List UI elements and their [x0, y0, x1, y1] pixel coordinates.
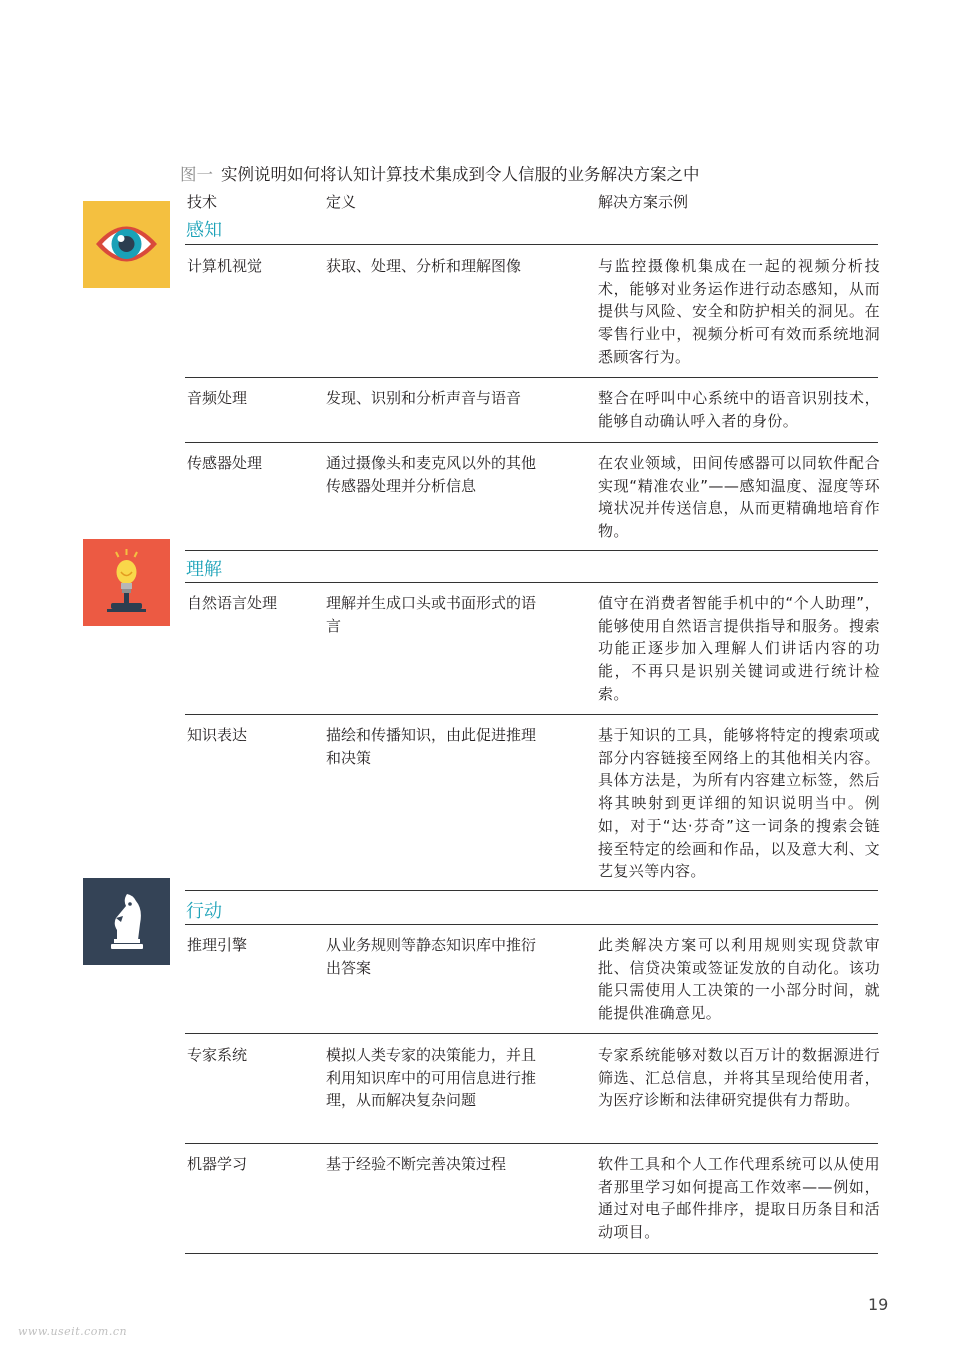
row-example: 基于知识的工具，能够将特定的搜索项或部分内容链接至网络上的其他相关内容。具体方法是，为所有内容建立标签，然后将其映射到更详细的知识说明当中。例如，对于“达·芬奇”这一词条的搜索会链接至特定的绘画和作品，以及意大利、文艺复兴等内容。: [598, 726, 880, 881]
figure-title: [180, 161, 700, 185]
lightbulb-icon: [83, 539, 170, 626]
row-tech: 机器学习: [187, 1155, 248, 1173]
perception-icon-box: [83, 201, 170, 288]
row-divider: [185, 1253, 878, 1254]
action-icon-box: [83, 878, 170, 965]
row-divider: [185, 890, 878, 891]
row-tech: 知识表达: [187, 726, 248, 744]
section-understanding: 理解: [186, 559, 222, 580]
row-tech: 音频处理: [187, 389, 248, 407]
row-tech: 计算机视觉: [187, 257, 263, 275]
row-tech: 自然语言处理: [187, 594, 278, 612]
header-definition: 定义: [326, 193, 357, 211]
chess-knight-icon: [83, 878, 170, 965]
rule-understanding: [185, 582, 878, 583]
row-definition: 获取、处理、分析和理解图像: [326, 257, 522, 275]
header-example: 解决方案示例: [598, 193, 689, 211]
header-tech: 技术: [187, 193, 218, 211]
figure-caption: 实例说明如何将认知计算技术集成到令人信服的业务解决方案之中: [221, 165, 700, 184]
section-perception: 感知: [186, 220, 222, 241]
row-divider: [185, 1143, 878, 1144]
row-tech: 传感器处理: [187, 454, 263, 472]
row-example: 与监控摄像机集成在一起的视频分析技术，能够对业务运作进行动态感知，从而提供与风险、安全和防护相关的洞见。在零售行业中，视频分析可有效而系统地洞悉顾客行为。: [598, 257, 880, 366]
row-definition: 理解并生成口头或书面形式的语言: [326, 594, 537, 635]
rule-action: [185, 924, 878, 925]
row-definition: 发现、识别和分析声音与语音: [326, 389, 522, 407]
row-example: 软件工具和个人工作代理系统可以从使用者那里学习如何提高工作效率——例如，通过对电子邮件排序，提取日历条目和活动项目。: [598, 1155, 880, 1242]
row-example: 值守在消费者智能手机中的“个人助理”，能够使用自然语言提供指导和服务。搜索功能正逐步加入理解人们讲话内容的功能，不再只是识别关键词或进行统计检索。: [598, 594, 880, 703]
row-divider: [185, 1033, 878, 1034]
row-divider: [185, 714, 878, 715]
row-definition: 通过摄像头和麦克风以外的其他传感器处理并分析信息: [326, 454, 537, 495]
row-definition: 基于经验不断完善决策过程: [326, 1155, 507, 1173]
row-example: 整合在呼叫中心系统中的语音识别技术，能够自动确认呼入者的身份。: [598, 389, 880, 430]
eye-icon: [83, 201, 170, 288]
section-action: 行动: [186, 901, 222, 922]
row-tech: 专家系统: [187, 1046, 248, 1064]
row-tech: 推理引擎: [187, 936, 248, 954]
watermark: www.useit.com.cn: [18, 1325, 128, 1338]
figure-number: 图一: [180, 165, 213, 184]
row-definition: 从业务规则等静态知识库中推衍出答案: [326, 936, 537, 977]
rule-perception: [185, 244, 878, 245]
row-divider: [185, 377, 878, 378]
row-example: 在农业领域，田间传感器可以同软件配合实现“精准农业”——感知温度、湿度等环境状况并传送信息，从而更精确地培育作物。: [598, 454, 880, 541]
row-example: 专家系统能够对数以百万计的数据源进行筛选、汇总信息，并将其呈现给使用者，为医疗诊断和法律研究提供有力帮助。: [598, 1046, 880, 1110]
row-example: 此类解决方案可以利用规则实现贷款审批、信贷决策或签证发放的自动化。该功能只需使用人工决策的一小部分时间，就能提供准确意见。: [598, 936, 880, 1023]
row-definition: 模拟人类专家的决策能力，并且利用知识库中的可用信息进行推理，从而解决复杂问题: [326, 1046, 537, 1110]
row-divider: [185, 442, 878, 443]
row-divider: [185, 550, 878, 551]
page-number: 19: [868, 1295, 889, 1314]
understanding-icon-box: [83, 539, 170, 626]
row-definition: 描绘和传播知识，由此促进推理和决策: [326, 726, 537, 767]
